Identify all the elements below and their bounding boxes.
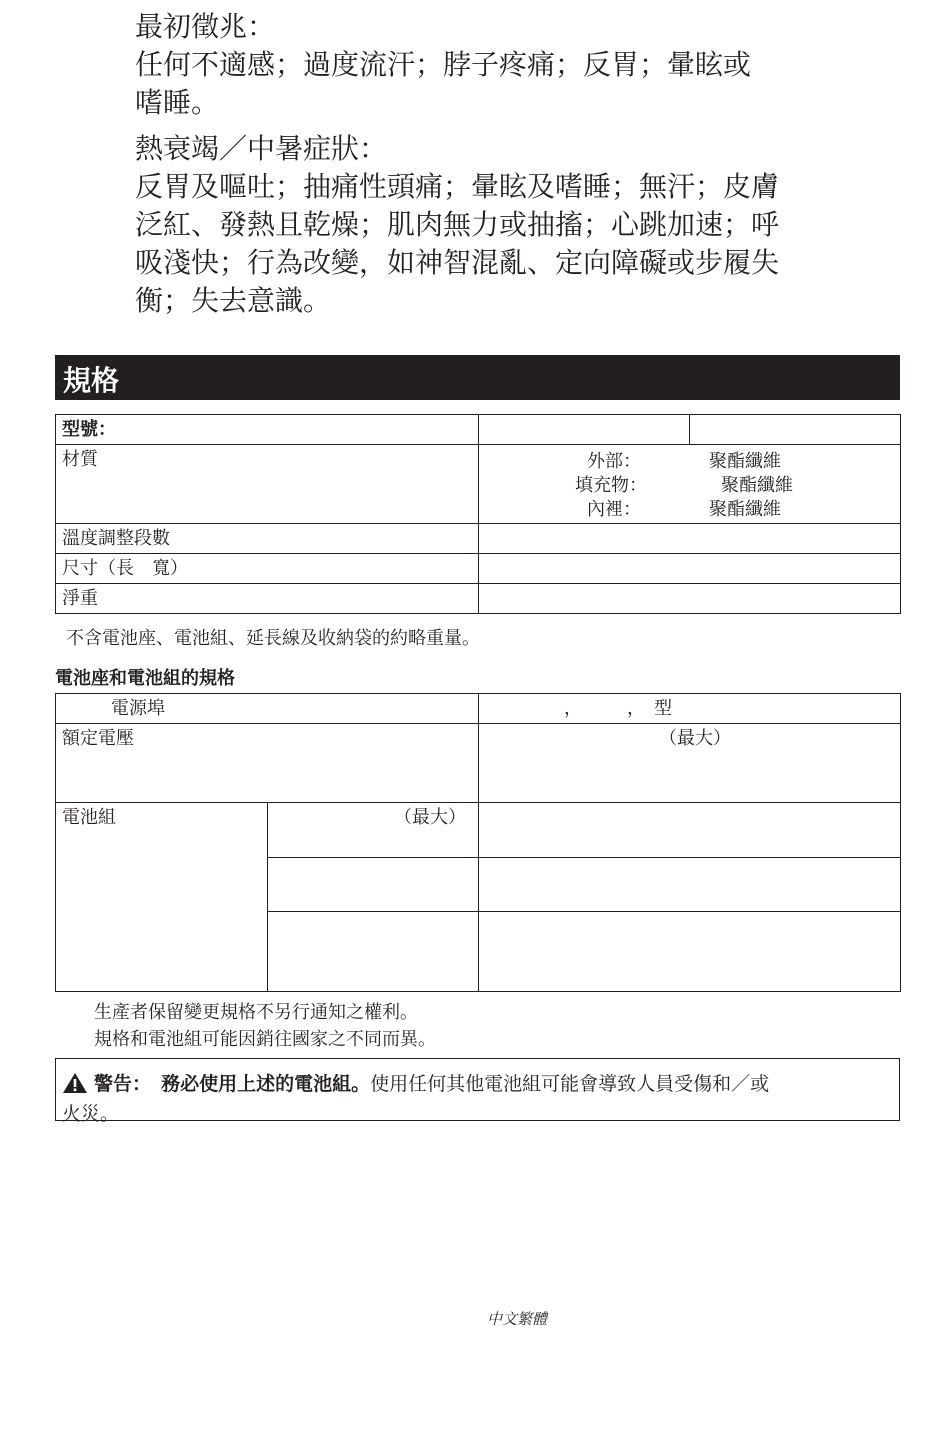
heat-line-1: 反胃及嘔吐；抽痛性頭痛；暈眩及嗜睡；無汗；皮膚 <box>135 170 780 203</box>
pack-sub-3 <box>268 912 479 992</box>
port-value: ， ， 型 <box>479 694 901 724</box>
warning-triangle-icon <box>62 1072 88 1099</box>
notice-line-2: 規格和電池組可能因銷往國家之不同而異。 <box>94 1029 436 1050</box>
model-value-1 <box>479 415 690 445</box>
heat-line-3: 吸淺快；行為改變，如神智混亂、定向障礙或步履失 <box>135 246 780 279</box>
pack-label: 電池組 <box>56 803 268 992</box>
footer-language: 中文繁體 <box>487 1310 548 1328</box>
pack-sub-2 <box>268 858 479 912</box>
pack-value-3 <box>479 912 901 992</box>
material-fill-value: 聚酯纖維 <box>721 475 793 496</box>
voltage-label: 額定電壓 <box>56 724 479 803</box>
battery-heading: 電池座和電池組的規格 <box>55 668 235 689</box>
first-signs-heading: 最初徵兆： <box>135 10 276 43</box>
spec-title-bar <box>55 355 900 400</box>
weight-value <box>479 584 901 614</box>
model-value-2 <box>690 415 901 445</box>
temp-value <box>479 524 901 554</box>
pack-value-2 <box>479 858 901 912</box>
model-label: 型號： <box>56 415 479 445</box>
heat-heading: 熱衰竭／中暑症狀： <box>135 132 388 165</box>
intro-section <box>135 8 895 320</box>
warning-box <box>55 1058 900 1125</box>
voltage-value: （最大） <box>479 724 901 803</box>
temp-label: 溫度調整段數 <box>56 524 479 554</box>
material-row-lining: 內裡： <box>587 499 641 520</box>
material-outer-value: 聚酯纖維 <box>709 451 781 472</box>
warning-text: 使用任何其他電池組可能會導致人員受傷和／或 <box>370 1073 770 1095</box>
battery-table <box>55 693 901 992</box>
weight-note: 不含電池座、電池組、延長線及收納袋的約略重量。 <box>66 628 480 649</box>
spec-table <box>55 414 901 614</box>
weight-label: 淨重 <box>56 584 479 614</box>
first-signs-line-1: 任何不適感；過度流汗；脖子疼痛；反胃；暈眩或 <box>135 48 752 81</box>
first-signs-line-2: 嗜睡。 <box>135 86 220 119</box>
pack-value-1 <box>479 803 901 858</box>
port-label: 電源埠 <box>56 694 479 724</box>
pack-sub-1: （最大） <box>268 803 479 858</box>
material-value <box>479 445 901 524</box>
spec-title: 規格 <box>63 364 120 397</box>
warning-text-2: 火災。 <box>62 1103 120 1125</box>
material-label: 材質 <box>56 445 479 524</box>
notice-line-1: 生產者保留變更規格不另行通知之權利。 <box>94 1002 418 1023</box>
warning-label: 警告： <box>94 1073 152 1095</box>
size-label: 尺寸（長 寬） <box>56 554 479 584</box>
warning-bold-text: 務必使用上述的電池組。 <box>161 1073 371 1095</box>
material-row-fill: 填充物： <box>575 475 647 496</box>
material-row-outer: 外部： <box>587 451 641 472</box>
heat-line-4: 衡；失去意識。 <box>135 284 332 317</box>
size-value <box>479 554 901 584</box>
material-lining-value: 聚酯纖維 <box>709 499 781 520</box>
heat-line-2: 泛紅、發熱且乾燥；肌肉無力或抽搐；心跳加速；呼 <box>135 208 780 241</box>
